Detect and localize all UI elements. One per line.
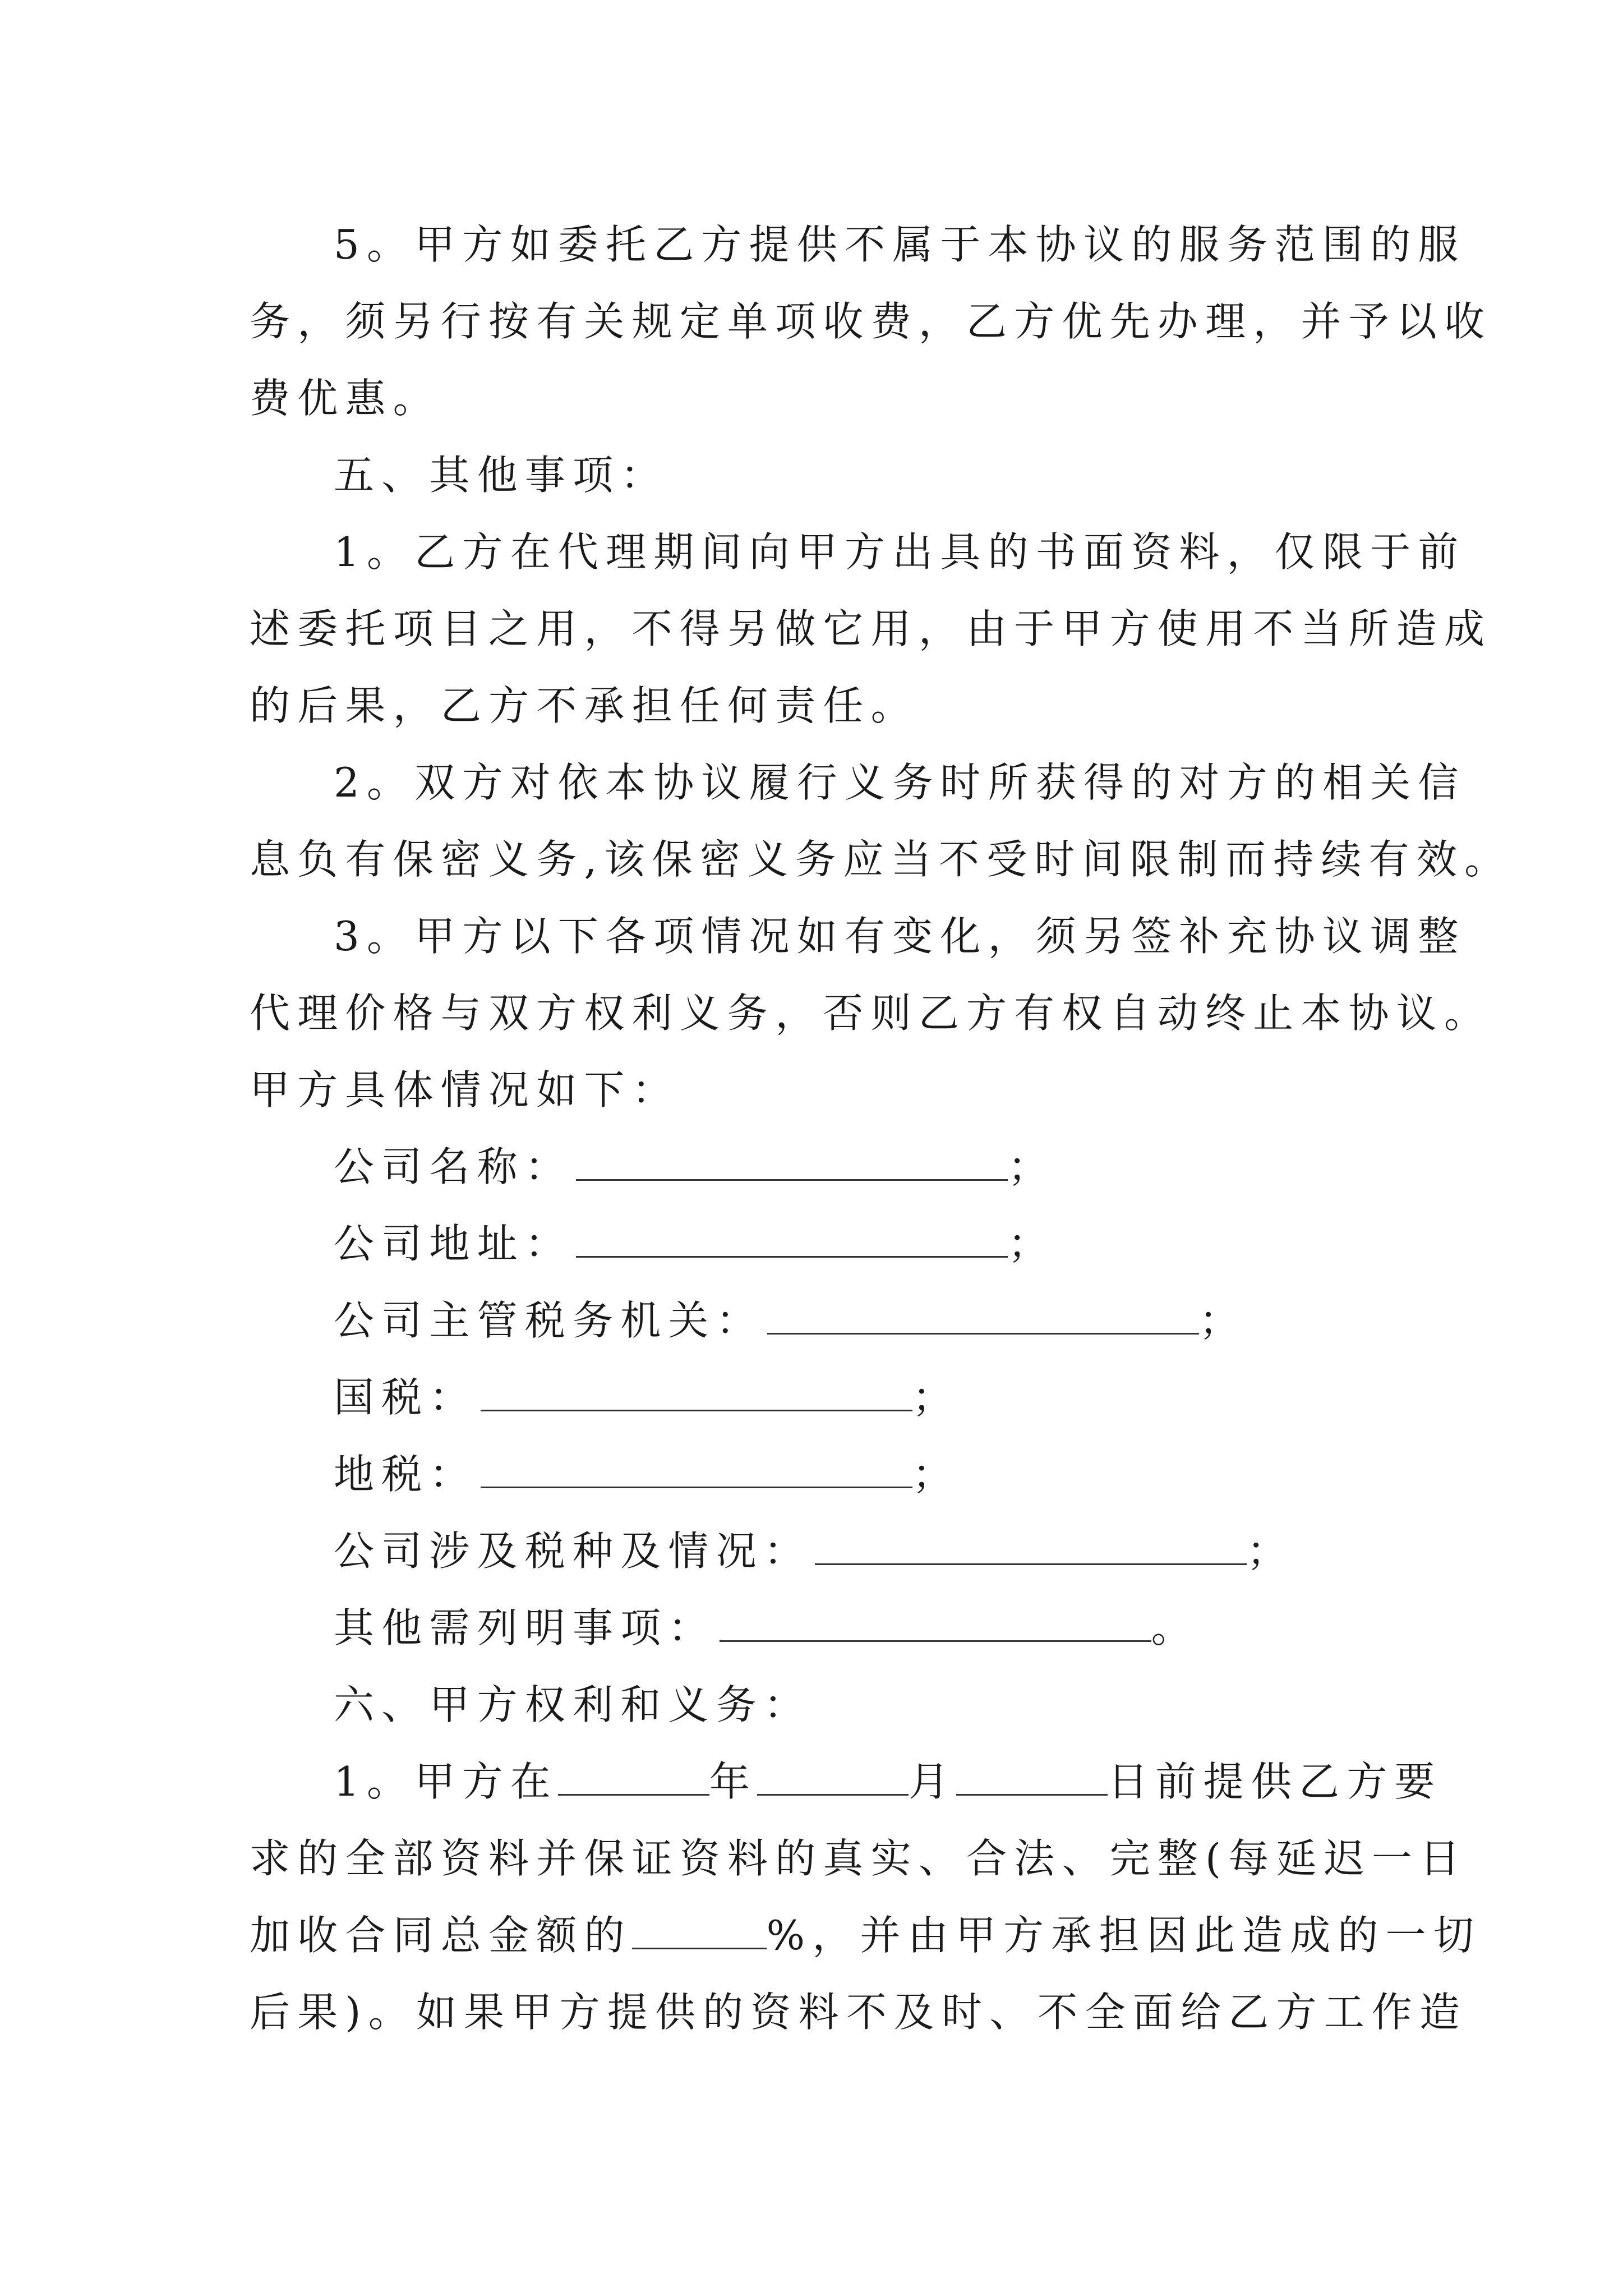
s6-text: 1。甲方在 xyxy=(334,1758,558,1805)
month-blank[interactable] xyxy=(757,1761,909,1796)
field-label: 公司地址： xyxy=(334,1220,573,1267)
field-label: 公司名称： xyxy=(334,1143,573,1190)
paragraph-line xyxy=(334,1758,1442,1805)
paragraph-line: 述委托项目之用，不得另做它用，由于甲方使用不当所造成 xyxy=(250,605,1492,652)
paragraph-line: 后果)。如果甲方提供的资料不及时、不全面给乙方工作造 xyxy=(250,1989,1468,2036)
field-tax-types xyxy=(334,1527,1295,1575)
field-label: 地税： xyxy=(334,1451,477,1498)
local-tax-blank[interactable] xyxy=(481,1454,912,1488)
field-other-items xyxy=(334,1604,1199,1651)
tax-types-blank[interactable] xyxy=(815,1531,1247,1565)
other-items-blank[interactable] xyxy=(720,1608,1151,1642)
field-label: 公司涉及税种及情况： xyxy=(334,1527,812,1575)
paragraph-line: 5。甲方如委托乙方提供不属于本协议的服务范围的服 xyxy=(334,221,1466,268)
paragraph-line: 3。甲方以下各项情况如有变化，须另签补充协议调整 xyxy=(334,913,1466,960)
paragraph-line: 求的全部资料并保证资料的真实、合法、完整(每延迟一日 xyxy=(250,1835,1468,1882)
field-terminator: ； xyxy=(912,1374,960,1421)
paragraph-line: 息负有保密义务,该保密义务应当不受时间限制而持续有效。 xyxy=(250,836,1513,883)
s6-text: %，并由甲方承担因此造成的一切 xyxy=(766,1912,1482,1959)
day-blank[interactable] xyxy=(956,1761,1108,1796)
field-terminator: 。 xyxy=(1151,1604,1199,1651)
year-blank[interactable] xyxy=(558,1761,709,1796)
s6-month-label: 月 xyxy=(909,1758,957,1805)
paragraph-line: 代理价格与双方权利义务，否则乙方有权自动终止本协议。 xyxy=(250,990,1492,1037)
company-address-blank[interactable] xyxy=(576,1223,1008,1258)
field-label: 国税： xyxy=(334,1374,477,1421)
s6-year-label: 年 xyxy=(709,1758,758,1805)
field-company-address xyxy=(334,1220,1056,1267)
field-local-tax xyxy=(334,1451,960,1498)
field-tax-authority xyxy=(334,1297,1247,1344)
field-national-tax xyxy=(334,1374,960,1421)
tax-authority-blank[interactable] xyxy=(767,1300,1199,1335)
section-heading: 六、甲方权利和义务： xyxy=(334,1681,812,1728)
field-terminator: ； xyxy=(1247,1527,1295,1575)
s6-text: 加收合同总金额的 xyxy=(250,1912,632,1959)
paragraph-line: 费优惠。 xyxy=(250,375,441,422)
field-label: 公司主管税务机关： xyxy=(334,1297,764,1344)
field-terminator: ； xyxy=(1198,1297,1247,1344)
paragraph-line: 2。双方对依本协议履行义务时所获得的对方的相关信 xyxy=(334,759,1466,806)
percent-blank[interactable] xyxy=(632,1915,767,1949)
national-tax-blank[interactable] xyxy=(481,1377,912,1411)
company-name-blank[interactable] xyxy=(576,1147,1008,1181)
section-heading: 五、其他事项： xyxy=(334,452,668,499)
paragraph-line: 务，须另行按有关规定单项收费，乙方优先办理，并予以收 xyxy=(250,298,1492,345)
s6-text: 日前提供乙方要 xyxy=(1108,1758,1442,1805)
paragraph-line: 1。乙方在代理期间向甲方出具的书面资料，仅限于前 xyxy=(334,528,1466,576)
field-terminator: ； xyxy=(912,1451,960,1498)
field-terminator: ； xyxy=(1008,1143,1056,1190)
field-label: 其他需列明事项： xyxy=(334,1604,716,1651)
paragraph-line: 甲方具体情况如下： xyxy=(250,1066,680,1114)
field-terminator: ； xyxy=(1008,1220,1056,1267)
field-company-name xyxy=(334,1143,1056,1190)
paragraph-line: 的后果，乙方不承担任何责任。 xyxy=(250,682,919,729)
paragraph-line xyxy=(250,1912,1482,1959)
